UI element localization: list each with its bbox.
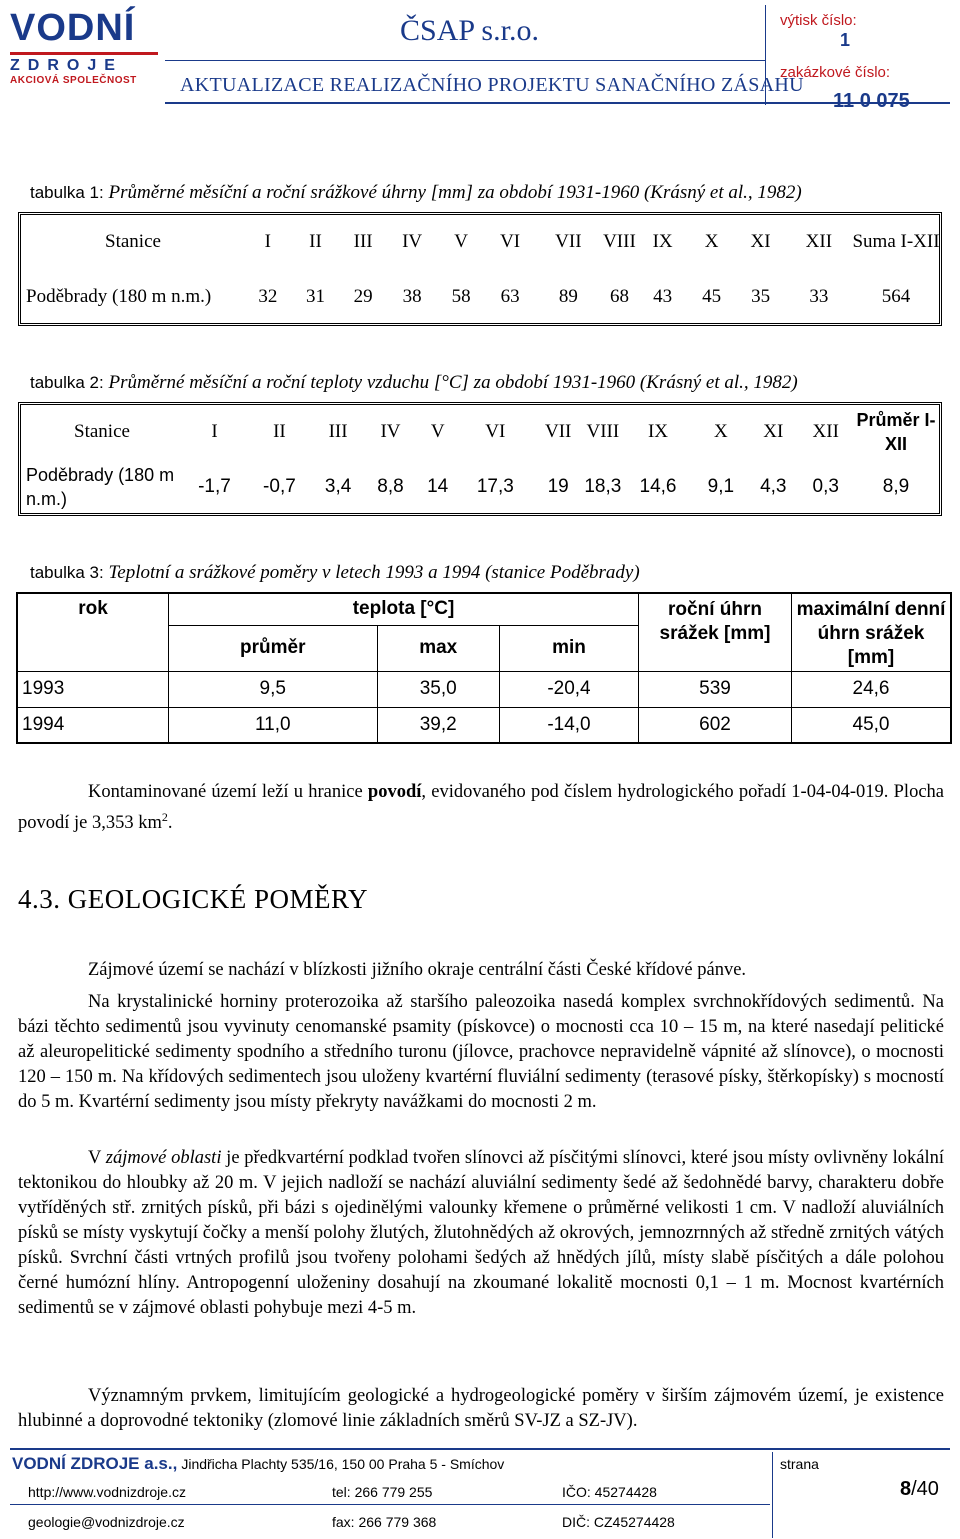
- table1-month: VI: [500, 231, 521, 252]
- table2-month: V: [430, 421, 445, 442]
- table3-daily-header: maximální denní úhrn srážek [mm]: [792, 593, 952, 671]
- print-number-label: výtisk číslo:: [780, 12, 857, 29]
- table1-value: 45: [702, 286, 722, 307]
- table1-station-name: Poděbrady (180 m n.m.): [26, 286, 212, 307]
- table2-avg: 8,9: [882, 476, 910, 497]
- table2-month: X: [714, 421, 728, 442]
- table1-month: V: [454, 231, 468, 252]
- client-name: ČSAP s.r.o.: [400, 14, 539, 47]
- table1-value: 33: [809, 286, 829, 307]
- table3-caption: tabulka 3: Teplotní a srážkové poměry v letech 1993 a 1994 (stanice Poděbrady): [30, 562, 640, 583]
- table3-min: -20,4: [499, 671, 638, 707]
- table-row: [17, 671, 951, 707]
- footer-ico: IČO: 45274428: [562, 1484, 657, 1500]
- table1-value: 32: [258, 286, 278, 307]
- table3-year: 1994: [17, 707, 169, 743]
- footer-page-number: 8/40: [900, 1478, 939, 1500]
- table1-month: I: [264, 231, 271, 252]
- table3-temp-precip: [16, 592, 952, 744]
- footer-dic: DIČ: CZ45274428: [562, 1514, 675, 1530]
- header-vertical-divider: [765, 5, 766, 105]
- table1-value: 89: [558, 286, 578, 307]
- table1-month: X: [704, 231, 719, 252]
- table1-total: 564: [881, 286, 911, 307]
- geology-paragraph-4: Významným prvkem, limitujícím geologické a hydrogeologické poměry v širším zájmovém území, je existence hlubinné a doprovodné tektoniky (zlomové linie základních směrů SV-JZ a SZ-JV).: [18, 1386, 944, 1431]
- table2-month: VIII: [586, 421, 620, 442]
- table2-station-name: Poděbrady (180 m n.m.): [26, 465, 175, 509]
- footer-fax: fax: 266 779 368: [332, 1514, 437, 1530]
- table1-month: XI: [750, 231, 771, 252]
- table2-value: 9,1: [707, 476, 735, 497]
- table3-avg: 9,5: [169, 671, 378, 707]
- table3-annual-header: roční úhrn srážek [mm]: [639, 593, 792, 671]
- table2-month: IX: [647, 421, 669, 442]
- logo-tagline: AKCIOVÁ SPOLEČNOST: [10, 75, 137, 86]
- table2-value: 17,3: [476, 476, 514, 497]
- table2-value: 0,3: [812, 476, 839, 497]
- table1-value: 68: [609, 286, 629, 307]
- table2-avg-header: Průměr I-XII: [856, 410, 936, 454]
- table3-max: 35,0: [377, 671, 499, 707]
- geology-paragraph-2: Na krystalinické horniny proterozoika až staršího paleozoika nasedá komplex svrchnokřídových sedimentů. Na bázi těchto sedimentů jsou vyvinuty cenomanské psamity (pískovce) o mocnosti cca 10 – 15 m, na které nasedají pelitické až aleuropelitické sedimenty spodního a středního turonu (jílovce, prachovce nepravidelně vápnité až slínovce), o mocnosti 120 – 150 m. Na křídových sedimentech jsou uloženy kvartérní fluviální sedimenty (terasové písky, štěrkopísky) s mocností do 5 m. Kvartérní sedimenty jsou místy překryty navážkami do mocnosti 2 m.: [18, 992, 944, 1112]
- table3-max: 39,2: [377, 707, 499, 743]
- project-title: AKTUALIZACE REALIZAČNÍHO PROJEKTU SANAČNÍHO ZÁSAHU: [180, 74, 804, 96]
- order-number-value: 11 0 075: [833, 90, 910, 112]
- footer-page-label: strana: [780, 1456, 819, 1472]
- table2-station-header: Stanice: [74, 421, 130, 442]
- table1-caption: tabulka 1: Průměrné měsíční a roční srážkové úhrny [mm] za období 1931-1960 (Krásný et al., 1982): [30, 182, 802, 203]
- table1-station-header: Stanice: [105, 231, 161, 252]
- table1-month: III: [353, 231, 373, 252]
- table1-value: 38: [402, 286, 422, 307]
- watershed-paragraph: Kontaminované území leží u hranice povodí, evidovaného pod číslem hydrologického pořadí 1-04-04-019. Plocha povodí je 3,353 $km^2$.: [18, 782, 944, 834]
- table1-precipitation: [22, 214, 940, 324]
- table2-value: 18,3: [584, 476, 622, 497]
- table2-value: 14,6: [639, 476, 677, 497]
- table2-value: 14: [427, 476, 449, 497]
- table1-value: 29: [353, 286, 373, 307]
- footer-web-link[interactable]: http://www.vodnizdroje.cz: [28, 1484, 186, 1500]
- table2-month: VI: [485, 421, 506, 442]
- table3-annual: 602: [639, 707, 792, 743]
- header-bottom-rule: [165, 102, 950, 104]
- logo-sub-text: ZDROJE: [10, 57, 123, 74]
- table1-value: 31: [305, 286, 325, 307]
- table1-value: 63: [500, 286, 520, 307]
- footer-email-link[interactable]: geologie@vodnizdroje.cz: [28, 1514, 185, 1530]
- order-number-label: zakázkové číslo:: [780, 64, 891, 81]
- table3-min-header: min: [499, 625, 638, 671]
- table2-month: IV: [380, 421, 401, 442]
- table2-value: -1,7: [198, 476, 231, 497]
- geology-paragraph-1: Zájmové území se nachází v blízkosti jižního okraje centrální části České křídové pánve.: [88, 960, 747, 980]
- table2-month: II: [273, 421, 286, 442]
- table1-sum-header: Suma I-XII: [852, 231, 940, 252]
- table-row: [17, 707, 951, 743]
- footer-inner-rule: [10, 1504, 770, 1505]
- footer-phone: tel: 266 779 255: [332, 1484, 433, 1500]
- table3-year: 1993: [17, 671, 169, 707]
- table1-value: 35: [751, 286, 771, 307]
- table1-month: XII: [805, 231, 833, 252]
- footer-company-line: VODNÍ ZDROJE a.s., Jindřicha Plachty 535/16, 150 00 Praha 5 - Smíchov: [12, 1454, 505, 1473]
- table2-value: -0,7: [263, 476, 296, 497]
- table1-month: IV: [402, 231, 423, 252]
- table3-annual: 539: [639, 671, 792, 707]
- table1-value: 43: [653, 286, 673, 307]
- table2-value: 4,3: [760, 476, 787, 497]
- table3-min: -14,0: [499, 707, 638, 743]
- table3-year-header: rok: [17, 593, 169, 671]
- table2-caption: tabulka 2: Průměrné měsíční a roční teploty vzduchu [°C] za období 1931-1960 (Krásný et al., 1982): [30, 372, 798, 393]
- table3-daily: 24,6: [792, 671, 952, 707]
- footer-vertical-rule: [772, 1452, 773, 1538]
- table2-value: 8,8: [377, 476, 404, 497]
- table2-month: III: [328, 421, 348, 442]
- section-heading: 4.3. GEOLOGICKÉ POMĚRY: [18, 884, 369, 914]
- table3-temp-header: teplota [°C]: [169, 593, 639, 625]
- table2-temperature: [22, 404, 940, 514]
- table1-month: II: [309, 231, 322, 252]
- table2-month: XI: [763, 421, 784, 442]
- table1-month: IX: [652, 231, 673, 252]
- table2-value: 19: [547, 476, 569, 497]
- table2-month: I: [211, 421, 218, 442]
- header-divider: [165, 60, 765, 61]
- logo-main-text: VODNÍ: [10, 7, 136, 49]
- table2-month: VII: [544, 421, 572, 442]
- table3-max-header: max: [377, 625, 499, 671]
- geology-paragraph-3: V zájmové oblasti je předkvartérní podklad tvořen slínovci až písčitými slínovci, které jsou místy ovlivněny lokální tektonikou do hloubky až 20 m. V jejich nadloží se nachází aluviální sedimenty šedé až šedohnědé barvy, charakteru dobře vytříděných stř. zrnitých písků, při bázi s ojedinělými valounky křemene o průměrné velikosti 1 cm. V nadloží aluviálních písků se místy vyskytují čočky a menší polohy žlutých, žlutohnědých až okrových, jemnozrnných až středně zrnitých vátých písků. Svrchní části vrtných profilů jsou tvořeny polohami šedých až hnědých jílů, místy slabě písčitých a dále polohou černé humózní hlíny. Antropogenní uloženiny dosahují na zkoumané lokalitě mocnosti 0,1 – 1 m. Mocnost kvartérních sedimentů se v zájmové oblasti pohybuje mezi 4-5 m.: [18, 1148, 945, 1318]
- company-logo: [10, 8, 158, 102]
- table3-daily: 45,0: [792, 707, 952, 743]
- table2-month: XII: [812, 421, 839, 442]
- table1-month: VII: [555, 231, 582, 252]
- table2-value: 3,4: [324, 476, 352, 497]
- table3-avg: 11,0: [169, 707, 378, 743]
- table1-value: 58: [451, 286, 471, 307]
- table3-avg-header: průměr: [169, 625, 378, 671]
- table1-month: VIII: [603, 231, 636, 252]
- print-number-value: 1: [840, 30, 851, 50]
- footer-rule: [10, 1448, 950, 1450]
